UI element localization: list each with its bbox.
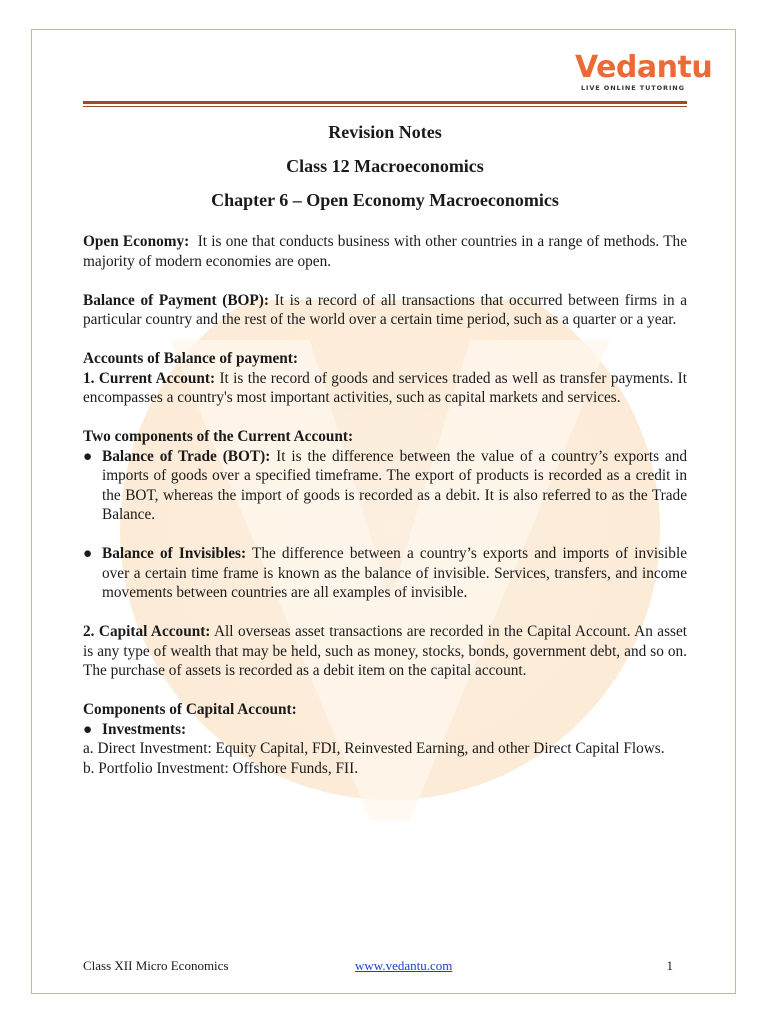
bop-paragraph bbox=[83, 291, 687, 330]
bop-term: Balance of Payment (BOP): bbox=[83, 291, 269, 309]
page-number: 1 bbox=[666, 958, 673, 973]
bot-bullet-item bbox=[83, 447, 687, 525]
bop-text: It is a record of all transactions that occurred between firms in a particular country and the rest of the world over a certain time period, such as a quarter or a year. bbox=[83, 291, 688, 328]
footer-website-link[interactable]: www.vedantu.com bbox=[355, 958, 453, 973]
accounts-heading: Accounts of Balance of payment: bbox=[83, 350, 298, 367]
direct-investment-item: a. Direct Investment: Equity Capital, FDI, Reinvested Earning, and other Direct Capital Flows. bbox=[83, 740, 665, 757]
header-rule bbox=[83, 101, 687, 104]
notes-body bbox=[83, 232, 687, 778]
open-economy-text: It is one that conducts business with other countries in a range of methods. The majority of modern economies are open. bbox=[83, 233, 687, 270]
investments-bullet-item bbox=[83, 720, 687, 740]
capital-account-text: All overseas asset transactions are recorded in the Capital Account. An asset is any type of wealth that may be held, such as money, stocks, bonds, government debt, and so on. The purchase of assets is recorded as a debit item on the capital account. bbox=[83, 623, 688, 679]
bullet-dot: ● bbox=[83, 447, 93, 465]
bullet-dot: ● bbox=[83, 720, 93, 738]
capital-account-term: 2. Capital Account: bbox=[83, 623, 211, 640]
vedantu-logo bbox=[573, 50, 713, 92]
current-components-heading: Two components of the Current Account: bbox=[83, 428, 354, 445]
current-account-text: It is the record of goods and services traded as well as transfer payments. It encompasses a country's most important activities, such as capital markets and services. bbox=[83, 369, 687, 406]
page-subject: Class 12 Macroeconomics bbox=[286, 156, 484, 176]
bot-term: Balance of Trade (BOT): bbox=[102, 447, 271, 465]
chapter-title: Chapter 6 – Open Economy Macroeconomics bbox=[211, 190, 559, 210]
boi-bullet-item bbox=[83, 544, 687, 603]
current-account-paragraph bbox=[83, 369, 687, 408]
capital-components-heading: Components of Capital Account: bbox=[83, 701, 297, 718]
header-rule-thin bbox=[83, 106, 687, 107]
capital-account-paragraph bbox=[83, 622, 687, 681]
investments-term: Investments: bbox=[102, 720, 187, 738]
boi-term: Balance of Invisibles: bbox=[102, 545, 247, 562]
footer-course-label: Class XII Micro Economics bbox=[83, 958, 229, 973]
bot-text: It is the difference between the value of a country’s exports and imports of goods over a specified timeframe. The export of products is recorded as a credit in the BOT, whereas the import of goods is recorded as a debit. It is also referred to as the Trade Balance. bbox=[102, 447, 687, 523]
portfolio-investment-item: b. Portfolio Investment: Offshore Funds, FII. bbox=[83, 759, 359, 777]
logo-tagline: LIVE ONLINE TUTORING bbox=[581, 84, 685, 92]
open-economy-term: Open Economy: bbox=[83, 233, 190, 250]
page-title: Revision Notes bbox=[328, 122, 442, 142]
boi-text: The difference between a country’s exports and imports of invisible over a certain time frame is known as the balance of invisible. Services, transfers, and income movements between countries are all examples of invisible. bbox=[102, 545, 687, 601]
logo-wordmark: Vedantu bbox=[575, 50, 713, 85]
open-economy-paragraph bbox=[83, 232, 687, 271]
current-account-term: 1. Current Account: bbox=[83, 369, 216, 387]
bullet-dot: ● bbox=[83, 545, 93, 562]
